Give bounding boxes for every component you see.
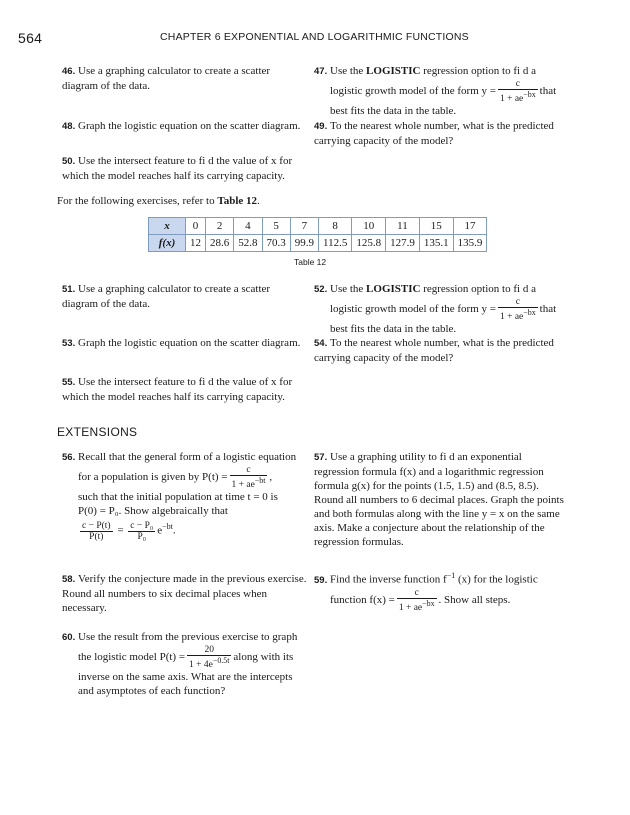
cell-f: 12 xyxy=(186,235,206,252)
cell-x: 4 xyxy=(234,218,262,235)
fraction: $\frac{c}{1 + ae^{-bt}}$ xyxy=(231,465,266,491)
chapter-title: CHAPTER 6 EXPONENTIAL AND LOGARITHMIC FUNCTIONS xyxy=(160,31,469,43)
cell-x: 17 xyxy=(453,218,487,235)
cell-x: 2 xyxy=(206,218,234,235)
row-header-f: f(x) xyxy=(149,235,186,252)
cell-x: 8 xyxy=(319,218,352,235)
equation: $\frac{c - P(t)}{P(t)}$ = $\frac{\text{c − P₀}}{\text{P₀}}$ $e^{-bt}$. xyxy=(82,520,176,542)
fraction: $\frac{20}{1 + 4e^{-0.5t}}$ xyxy=(189,645,230,671)
cell-f: 28.6 xyxy=(206,235,234,252)
row-header-x: x xyxy=(149,218,186,235)
table-row-f xyxy=(149,235,487,252)
cell-x: 0 xyxy=(186,218,206,235)
exercise-60: 60. Use the result from the previous exercise to graph the logistic model P(t) = $\frac{20}{1 + 4e^{-0.5t}}$ along with its inverse on the same axis. What are the intercepts and asymptotes of each function? xyxy=(62,631,298,698)
extensions-heading: EXTENSIONS xyxy=(57,425,138,439)
fraction: $\frac{\text{c − P₀}}{\text{P₀}}$ xyxy=(130,520,154,542)
cell-f: 127.9 xyxy=(386,235,420,252)
exercise-56: 56. Recall that the general form of a logistic equation for a population is given by P(t) = $\frac{c}{1 + ae^{-bt}}$ , such that the initial population at time t = 0 is P(0) = P₀. Show algebraically that $\frac{c - P(t)}{P(t)}$ = $\frac{\text{c − P₀}}{\text{P₀}}$ $e^{-bt}$. xyxy=(62,450,307,542)
exercise-52: 52. Use the LOGISTIC regression option to fi d a logistic growth model of the form y = $\frac{c}{1 + ae^{-bx}}$ that best fits the data in the table. xyxy=(314,283,557,336)
exercise-47: 47. Use the LOGISTIC regression option to fi d a logistic growth model of the form y = $\frac{c}{1 + ae^{-bx}}$ that best fits the data in the table. xyxy=(314,65,557,118)
fraction: $\frac{c}{1 + ae^{-bx}}$ xyxy=(499,297,536,323)
cell-f: 52.8 xyxy=(234,235,262,252)
fraction: $\frac{c}{1 + ae^{-bx}}$ xyxy=(398,587,435,613)
exercise-59: 59. Find the inverse function $f^{-1}$ (x) for the logistic function f(x) = $\frac{c}{1 + ae^{-bx}}$ . Show all steps. xyxy=(314,571,538,613)
data-table xyxy=(148,217,487,252)
fraction: $\frac{c - P(t)}{P(t)}$ xyxy=(82,520,111,542)
table-caption: Table 12 xyxy=(294,257,327,267)
table-row-x xyxy=(149,218,487,235)
exercise-48: 48. Graph the logistic equation on the scatter diagram. xyxy=(62,120,301,132)
exercise-54: 54. To the nearest whole number, what is the predicted carrying capacity of the model? xyxy=(314,337,554,364)
exercise-53: 53. Graph the logistic equation on the scatter diagram. xyxy=(62,337,301,349)
table-reference: For the following exercises, refer to Table 12. xyxy=(57,195,260,207)
exercise-49: 49. To the nearest whole number, what is the predicted carrying capacity of the model? xyxy=(314,120,554,147)
exercise-46: 46. Use a graphing calculator to create a scatter diagram of the data. xyxy=(62,65,271,92)
cell-x: 15 xyxy=(419,218,453,235)
cell-f: 135.9 xyxy=(453,235,487,252)
exercise-55: 55. Use the intersect feature to fi d the value of x for which the model reaches half its carrying capacity. xyxy=(62,376,293,403)
fraction: $\frac{c}{1 + ae^{-bx}}$ xyxy=(499,79,536,105)
exercise-50: 50. Use the intersect feature to fi d the value of x for which the model reaches half its carrying capacity. xyxy=(62,155,293,182)
cell-f: 99.9 xyxy=(290,235,318,252)
exercise-58: 58. Verify the conjecture made in the previous exercise. Round all numbers to six decimal places when necessary. xyxy=(62,573,307,614)
page-number: 564 xyxy=(18,30,43,46)
cell-f: 70.3 xyxy=(262,235,290,252)
cell-x: 5 xyxy=(262,218,290,235)
cell-f: 112.5 xyxy=(319,235,352,252)
cell-f: 125.8 xyxy=(352,235,386,252)
cell-x: 11 xyxy=(386,218,420,235)
exercise-51: 51. Use a graphing calculator to create a scatter diagram of the data. xyxy=(62,283,271,310)
cell-x: 10 xyxy=(352,218,386,235)
exercise-57: 57. Use a graphing utility to fi d an exponential regression formula f(x) and a logarithmic regression formula g(x) for the points (1.5, 1.5) and (8.5, 8.5). Round all numbers to 6 decimal places. Graph the points and both formulas along with the line y = x on the same axis. Make a conjecture about the relationship of the regression formulas. xyxy=(314,451,564,548)
exercise-text: Use a graphing calculator to create a scatter diagram of the data. xyxy=(62,65,271,92)
cell-f: 135.1 xyxy=(419,235,453,252)
cell-x: 7 xyxy=(290,218,318,235)
